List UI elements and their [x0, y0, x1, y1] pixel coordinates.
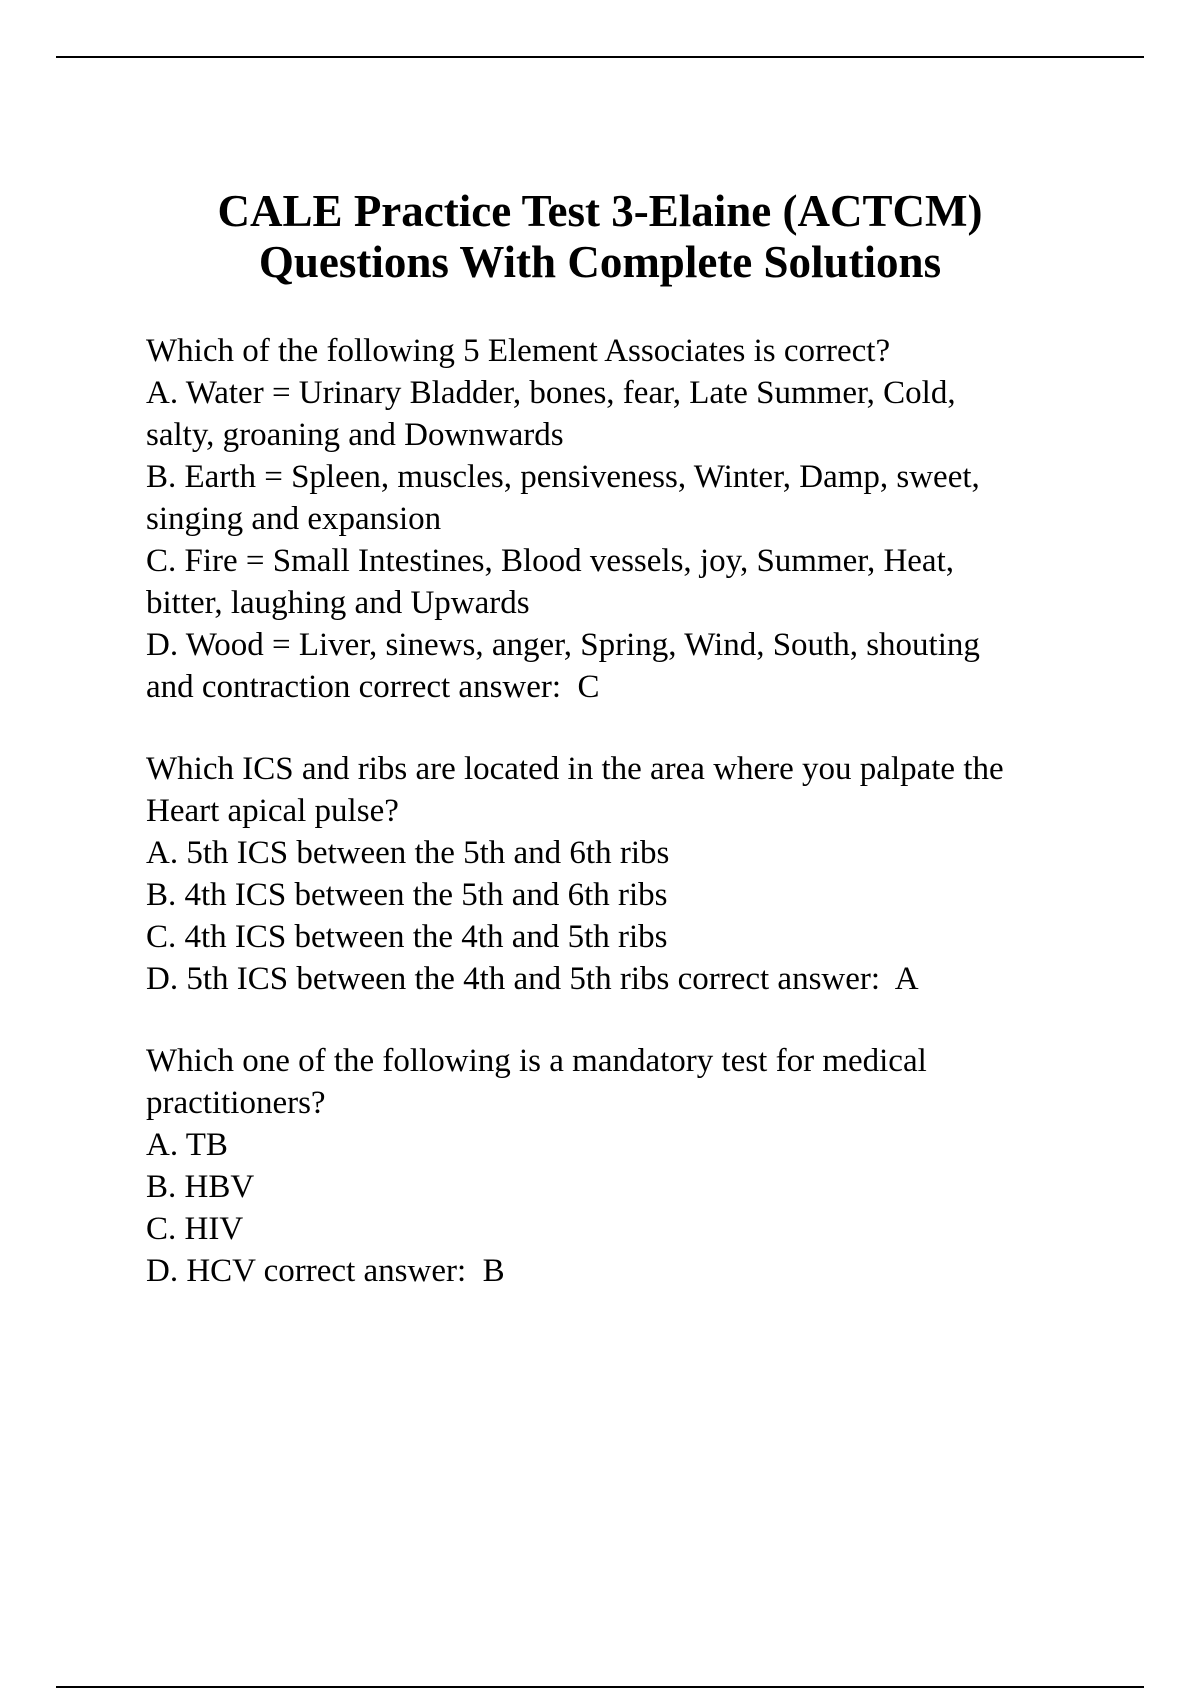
question-1-option-d: D. Wood = Liver, sinews, anger, Spring, Wind, South, shouting: [146, 627, 980, 663]
question-block-1: [146, 330, 1106, 708]
question-2-text: Which ICS and ribs are located in the area where you palpate the: [146, 751, 1004, 787]
question-3-option-b: B. HBV: [146, 1169, 255, 1205]
question-2-option-c: C. 4th ICS between the 4th and 5th ribs: [146, 919, 668, 955]
question-1-option-b-cont: singing and expansion: [146, 501, 442, 537]
question-2-option-b: B. 4th ICS between the 5th and 6th ribs: [146, 877, 668, 913]
question-list: [146, 330, 1106, 1332]
question-3-option-d-answer: D. HCV correct answer: B: [146, 1253, 505, 1289]
question-2-option-a: A. 5th ICS between the 5th and 6th ribs: [146, 835, 670, 871]
title-line-1: CALE Practice Test 3-Elaine (ACTCM): [217, 186, 983, 236]
question-1-option-c-cont: bitter, laughing and Upwards: [146, 585, 530, 621]
question-3-text: Which one of the following is a mandatory test for medical: [146, 1043, 927, 1079]
question-3-option-c: C. HIV: [146, 1211, 244, 1247]
document-title: [0, 186, 1200, 288]
question-block-3: [146, 1040, 1106, 1292]
question-block-2: [146, 748, 1106, 1000]
question-1-option-b: B. Earth = Spleen, muscles, pensiveness, Winter, Damp, sweet,: [146, 459, 980, 495]
question-2-text-cont: Heart apical pulse?: [146, 793, 399, 829]
question-3-text-cont: practitioners?: [146, 1085, 326, 1121]
question-1-answer: and contraction correct answer: C: [146, 669, 600, 705]
title-line-2: Questions With Complete Solutions: [258, 237, 942, 287]
question-1-option-c: C. Fire = Small Intestines, Blood vessels, joy, Summer, Heat,: [146, 543, 955, 579]
question-1-option-a-cont: salty, groaning and Downwards: [146, 417, 564, 453]
question-2-option-d-answer: D. 5th ICS between the 4th and 5th ribs correct answer: A: [146, 961, 919, 997]
question-3-option-a: A. TB: [146, 1127, 228, 1163]
footer-rule: [56, 1686, 1144, 1688]
question-1-text: Which of the following 5 Element Associates is correct?: [146, 333, 891, 369]
question-1-option-a: A. Water = Urinary Bladder, bones, fear, Late Summer, Cold,: [146, 375, 956, 411]
header-rule: [56, 56, 1144, 58]
